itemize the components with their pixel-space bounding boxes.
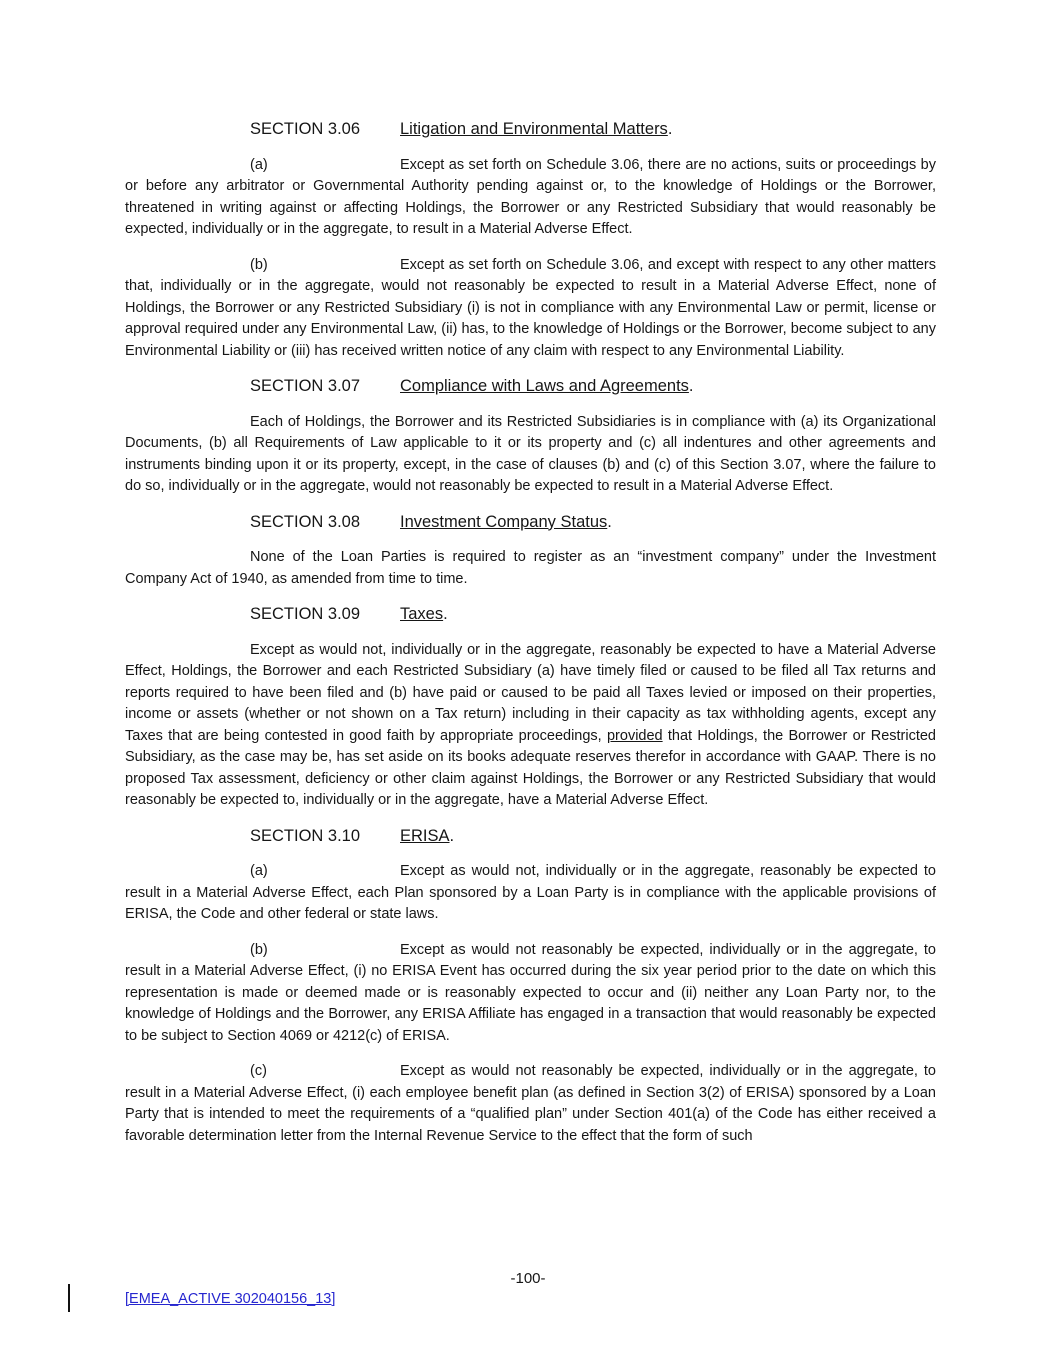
- underlined-term-provided: provided: [606, 727, 663, 744]
- paragraph-text: Except as would not, individually or in the aggregate, reasonably be expected to have a Material Adverse Effect, Holdings, the Borrower and each Restricted Subsidiary (a) have timely filed or caused to be filed all Tax returns and reports required to have been filed and (b) have paid or caused to be paid all Taxes levied or imposed on their properties, income or assets (whether or not shown on a Tax return) including in their capacity as tax withholding agents, except any Taxes that are being contested in good faith by appropriate proceedings,: [125, 641, 936, 744]
- paragraph-text: Except as would not, individually or in the aggregate, reasonably be expected to result in a Material Adverse Effect, each Plan sponsored by a Loan Party is in compliance with the applicable provisions of ERISA, the Code and other federal or state laws.: [125, 863, 936, 922]
- paragraph-3-06-b: [125, 255, 936, 363]
- document-body: [125, 119, 936, 1147]
- section-number: SECTION 3.06: [250, 120, 361, 138]
- document-reference-link[interactable]: [EMEA_ACTIVE 302040156_13]: [125, 1291, 336, 1307]
- section-title: Compliance with Laws and Agreements: [400, 377, 689, 395]
- section-title-period: .: [667, 120, 673, 138]
- paragraph-3-10-a: [125, 861, 936, 926]
- paragraph-3-08: [125, 547, 936, 590]
- section-title: Investment Company Status: [400, 512, 608, 531]
- revision-change-bar: [68, 1284, 70, 1312]
- section-heading-3-10: [125, 826, 936, 848]
- paragraph-text: Except as would not reasonably be expected, individually or in the aggregate, to result in a Material Adverse Effect, (i) no ERISA Event has occurred during the six year period prior to the date on which this representation is made or deemed made or is reasonably expected to occur and (ii) neither any Loan Party nor, to the knowledge of Holdings and the Borrower, any ERISA Affiliate has engaged in a transaction that would reasonably be expected to be subject to Section 4069 or 4212(c) of ERISA.: [125, 941, 936, 1044]
- section-title-period: .: [443, 605, 448, 623]
- section-number: SECTION 3.10: [250, 826, 361, 845]
- paragraph-3-10-b: [125, 940, 936, 1048]
- section-title: ERISA: [400, 826, 450, 845]
- paragraph-text: None of the Loan Parties is required to register as an “investment company” under the Investment Company Act of 1940, as amended from time to time.: [125, 549, 936, 587]
- section-title: Litigation and Environmental Matters: [400, 120, 668, 138]
- section-heading-3-06: [125, 119, 936, 141]
- section-heading-3-08: [125, 512, 936, 534]
- section-heading-3-07: [125, 376, 936, 398]
- paragraph-3-07: [125, 412, 936, 498]
- paragraph-label: (c): [250, 1063, 267, 1079]
- section-title-period: .: [449, 826, 455, 845]
- section-heading-3-09: [125, 604, 936, 626]
- section-title: Taxes: [400, 605, 444, 623]
- paragraph-text: Except as set forth on Schedule 3.06, there are no actions, suits or proceedings by or before any arbitrator or Governmental Authority pending against or, to the knowledge of Holdings or the Borrower, threatened in writing against or affecting Holdings, the Borrower or any Restricted Subsidiary that would reasonably be expected, individually or in the aggregate, to result in a Material Adverse Effect.: [125, 156, 936, 237]
- paragraph-label: (a): [250, 156, 268, 173]
- section-title-period: .: [607, 512, 612, 531]
- paragraph-text: Except as would not reasonably be expected, individually or in the aggregate, to result in a Material Adverse Effect, (i) each employee benefit plan (as defined in Section 3(2) of ERISA) sponsored by a Loan Party that is intended to meet the requirements of a “qualified plan” under Section 401(a) of the Code has either received a favorable determination letter from the Internal Revenue Service to the effect that the form of such: [125, 1063, 936, 1144]
- paragraph-label: (a): [250, 863, 268, 879]
- section-number: SECTION 3.09: [250, 605, 361, 623]
- paragraph-text: that Holdings, the Borrower or Restricted Subsidiary, as the case may be, has set aside on its books adequate reserves therefor in accordance with GAAP. There is no proposed Tax assessment, deficiency or other claim against Holdings, the Borrower or any Restricted Subsidiary that would reasonably be expected to, individually or in the aggregate, have a Material Adverse Effect.: [125, 727, 936, 808]
- paragraph-3-09: [125, 640, 936, 812]
- section-number: SECTION 3.08: [250, 512, 361, 531]
- section-number: SECTION 3.07: [250, 377, 361, 395]
- paragraph-3-10-c: [125, 1061, 936, 1147]
- page-number: -100-: [510, 1270, 546, 1287]
- section-title-period: .: [688, 377, 694, 395]
- paragraph-3-06-a: [125, 155, 936, 241]
- paragraph-label: (b): [250, 941, 268, 958]
- paragraph-label: (b): [250, 256, 268, 273]
- paragraph-text: Each of Holdings, the Borrower and its Restricted Subsidiaries is in compliance with (a) its Organizational Documents, (b) all Requirements of Law applicable to it or its property and (c) all indentures and other agreements and instruments binding upon it or its property, except, in the case of clauses (b) and (c) of this Section 3.07, where the failure to do so, individually or in the aggregate, would not reasonably be expected to result in a Material Adverse Effect.: [125, 413, 936, 494]
- paragraph-text: Except as set forth on Schedule 3.06, and except with respect to any other matters that, individually or in the aggregate, would not reasonably be expected to result in a Material Adverse Effect, none of Holdings, the Borrower or any Restricted Subsidiary (i) is not in compliance with any Environmental Law or permit, license or approval required under any Environmental Law, (ii) has, to the knowledge of Holdings or the Borrower, become subject to any Environmental Liability or (iii) has received written notice of any claim with respect to any Environmental Liability.: [125, 256, 936, 359]
